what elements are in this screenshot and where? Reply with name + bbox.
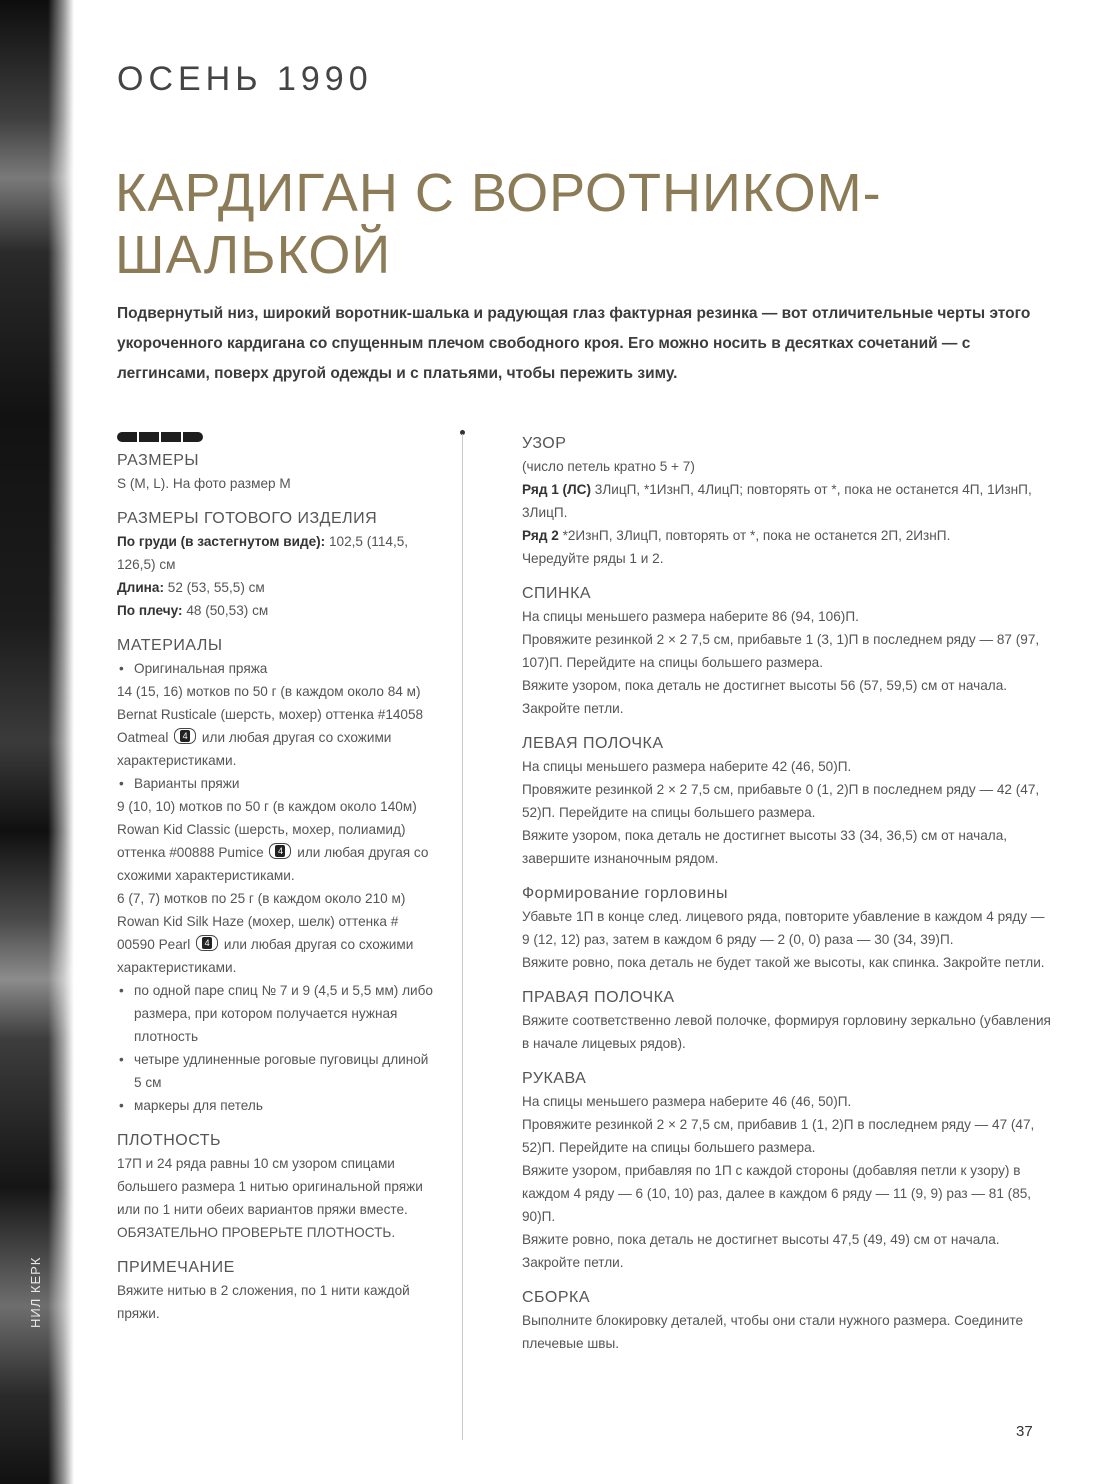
markers-item: • маркеры для петель — [117, 1094, 437, 1117]
left-front-line: Провяжите резинкой 2 × 2 7,5 см, прибавьте 0 (1, 2)П в последнем ряду — 42 (47, 52)П. Перейдите на спицы большего размера. — [522, 782, 1040, 820]
sleeves-heading: РУКАВА — [522, 1070, 587, 1087]
back-line: Вяжите узором, пока деталь не достигнет высоты 56 (57, 59,5) см от начала. Закройте петли. — [522, 678, 1008, 716]
yarn-variant-1: 9 (10, 10) мотков по 50 г (в каждом около 140м) Rowan Kid Classic (шерсть, мохер, полиамид) оттенка #00888 Pumice 4 или любая другая со схожими характеристиками. — [117, 795, 437, 887]
section-pattern — [522, 432, 1052, 570]
sizes-heading: РАЗМЕРЫ — [117, 452, 200, 469]
left-front-heading: ЛЕВАЯ ПОЛОЧКА — [522, 735, 664, 752]
pattern-row-1: Ряд 1 (ЛС) 3ЛицП, *1ИзнП, 4ЛицП; повторять от *, пока не останется 4П, 1ИзнП, 3ЛицП. — [522, 482, 1032, 520]
gauge-check: ОБЯЗАТЕЛЬНО ПРОВЕРЬТЕ ПЛОТНОСТЬ. — [117, 1225, 396, 1240]
right-column — [522, 432, 1052, 1367]
section-neck-shaping — [522, 882, 1052, 974]
assembly-line: Выполните блокировку деталей, чтобы они стали нужного размера. Соедините плечевые швы. — [522, 1313, 1024, 1351]
left-front-line: Вяжите узором, пока деталь не достигнет высоты 33 (34, 36,5) см от начала, завершите изнаночным рядом. — [522, 828, 1008, 866]
section-note — [117, 1256, 437, 1325]
chest-measure: По груди (в застегнутом виде): 102,5 (114,5, 126,5) см — [117, 534, 409, 572]
pattern-row-2: Ряд 2 *2ИзнП, 3ЛицП, повторять от *, пока не останется 2П, 2ИзнП. — [522, 528, 951, 543]
sleeves-line: Вяжите ровно, пока деталь не достигнет высоты 47,5 (49, 49) см от начала. Закройте петли. — [522, 1232, 1000, 1270]
pattern-heading: УЗОР — [522, 435, 567, 452]
section-right-front — [522, 986, 1052, 1055]
yarn-weight-icon — [269, 843, 291, 859]
original-yarn-text: 14 (15, 16) мотков по 50 г (в каждом около 84 м) Bernat Rusticale (шерсть, мохер) оттенка #14058 Oatmeal 4 или любая другая со схожими характеристиками. — [117, 680, 437, 772]
section-sleeves — [522, 1067, 1052, 1274]
assembly-heading: СБОРКА — [522, 1289, 590, 1306]
right-front-heading: ПРАВАЯ ПОЛОЧКА — [522, 989, 675, 1006]
shoulder-measure: По плечу: 48 (50,53) см — [117, 603, 269, 618]
section-left-front — [522, 732, 1052, 870]
pattern-alternate: Чередуйте ряды 1 и 2. — [522, 551, 664, 566]
neck-line: Вяжите ровно, пока деталь не будет такой же высоты, как спинка. Закройте петли. — [522, 955, 1045, 970]
original-yarn-label: • Оригинальная пряжа — [117, 657, 437, 680]
title-line-1: КАРДИГАН С ВОРОТНИКОМ- — [115, 163, 882, 223]
title-line-2: ШАЛЬКОЙ — [115, 225, 392, 285]
buttons-item: • четыре удлиненные роговые пуговицы длиной 5 см — [117, 1048, 437, 1094]
neck-line: Убавьте 1П в конце след. лицевого ряда, повторите убавление в каждом 4 ряду — 9 (12, 12) раз, затем в каждом 6 ряду — 2 (0, 0) раза — 30 (34, 39)П. — [522, 909, 1045, 947]
yarn-weight-icon — [196, 935, 218, 951]
column-divider — [462, 434, 463, 1440]
lead-paragraph: Подвернутый низ, широкий воротник-шалька и радующая глаз фактурная резинка — вот отличительные черты этого укороченного кардигана со спущенным плечом свободного кроя. Его можно носить в десятках сочетаний — с леггинсами, поверх другой одежды и с платьями, чтобы пережить зиму. — [117, 305, 1031, 382]
left-column — [117, 432, 437, 1337]
note-heading: ПРИМЕЧАНИЕ — [117, 1259, 235, 1276]
right-front-line: Вяжите соответственно левой полочке, формируя горловину зеркально (убавления в начале лицевых рядов). — [522, 1013, 1051, 1051]
back-line: Провяжите резинкой 2 × 2 7,5 см, прибавьте 1 (3, 1)П в последнем ряду — 87 (97, 107)П. Перейдите на спицы большего размера. — [522, 632, 1040, 670]
back-line: На спицы меньшего размера наберите 86 (94, 106)П. — [522, 609, 859, 624]
section-assembly — [522, 1286, 1052, 1355]
gauge-heading: ПЛОТНОСТЬ — [117, 1132, 222, 1149]
left-front-line: На спицы меньшего размера наберите 42 (46, 50)П. — [522, 759, 852, 774]
section-materials — [117, 634, 437, 1117]
sleeves-line: Провяжите резинкой 2 × 2 7,5 см, прибавив 1 (1, 2)П в последнем ряду — 47 (47, 52)П. Перейдите на спицы большего размера. — [522, 1117, 1035, 1155]
sleeves-line: Вяжите узором, прибавляя по 1П с каждой стороны (добавляя петли к узору) в каждом 4 ряду — 6 (10, 10) раз, далее в каждом 6 ряду — 11 (9, 9) раз — 81 (85, 90)П. — [522, 1163, 1032, 1224]
sleeves-line: На спицы меньшего размера наберите 46 (46, 50)П. — [522, 1094, 852, 1109]
materials-list — [117, 657, 437, 680]
back-heading: СПИНКА — [522, 585, 592, 602]
page-number: 37 — [1016, 1423, 1033, 1440]
section-back — [522, 582, 1052, 720]
length-measure: Длина: 52 (53, 55,5) см — [117, 580, 265, 595]
note-text: Вяжите нитью в 2 сложения, по 1 нити каждой пряжи. — [117, 1283, 410, 1321]
section-gauge — [117, 1129, 437, 1244]
materials-heading: МАТЕРИАЛЫ — [117, 637, 223, 654]
sizes-text: S (M, L). На фото размер M — [117, 476, 291, 491]
pattern-multiple: (число петель кратно 5 + 7) — [522, 459, 695, 474]
issue-kicker: ОСЕНЬ 1990 — [117, 60, 373, 98]
neck-heading: Формирование горловины — [522, 885, 728, 902]
page-title — [115, 162, 1015, 286]
needles-item: • по одной паре спиц № 7 и 9 (4,5 и 5,5 мм) либо размера, при котором получается нужная плотность — [117, 979, 437, 1048]
section-sizes — [117, 449, 437, 495]
difficulty-level-icon — [117, 432, 437, 442]
finished-heading: РАЗМЕРЫ ГОТОВОГО ИЗДЕЛИЯ — [117, 510, 378, 527]
yarn-variant-2: 6 (7, 7) мотков по 25 г (в каждом около 210 м) Rowan Kid Silk Haze (мохер, шелк) оттенка # 00590 Pearl 4 или любая другая со схожими характеристиками. — [117, 887, 437, 979]
yarn-weight-icon — [174, 728, 196, 744]
gauge-text: 17П и 24 ряда равны 10 см узором спицами большего размера 1 нитью оригинальной пряжи или по 1 нити обеих вариантов пряжи вместе. — [117, 1156, 423, 1217]
yarn-variants-label: • Варианты пряжи — [117, 772, 437, 795]
photo-credit: НИЛ КЕРК — [28, 1256, 43, 1328]
section-finished-measurements — [117, 507, 437, 622]
